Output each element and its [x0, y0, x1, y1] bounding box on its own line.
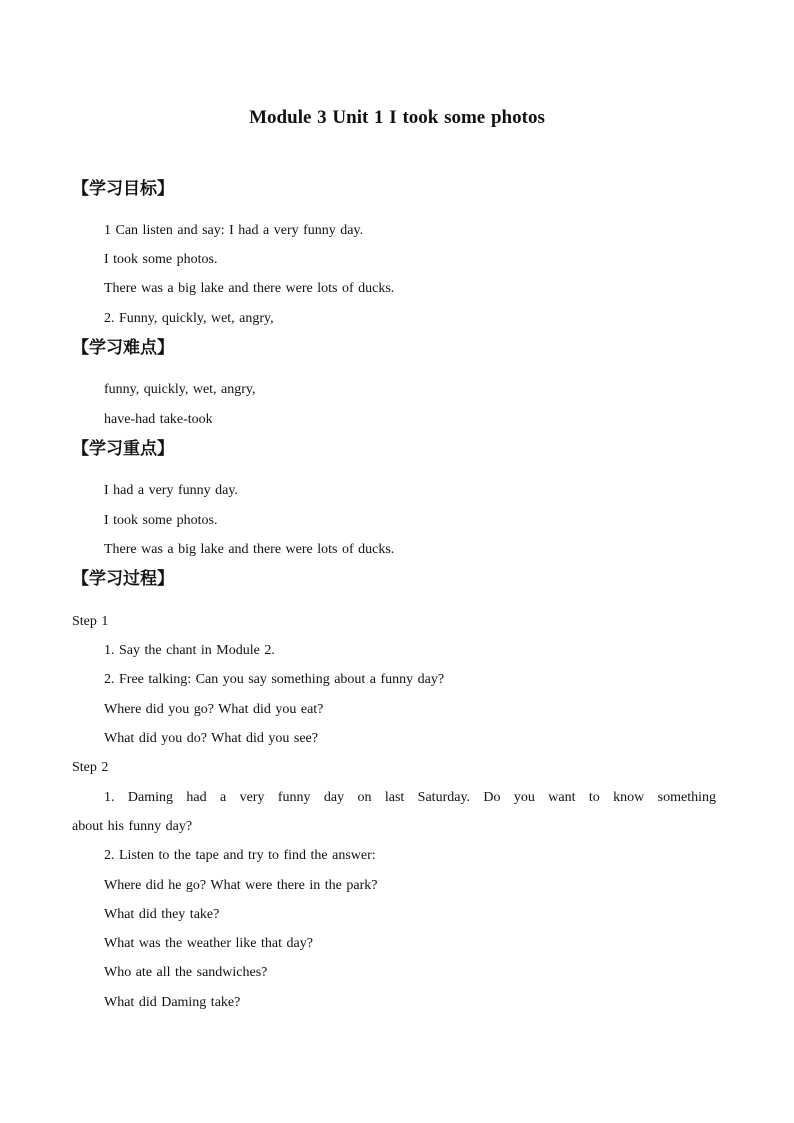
- key-point-line: I had a very funny day.: [104, 483, 238, 498]
- section-heading-key-points: 【学习重点】: [72, 439, 174, 459]
- step-line: Where did you go? What did you eat?: [104, 702, 324, 717]
- step-line: 1. Say the chant in Module 2.: [104, 643, 275, 658]
- objective-line: 2. Funny, quickly, wet, angry,: [104, 311, 274, 326]
- step-line: 2. Listen to the tape and try to find the answer:: [104, 848, 376, 863]
- objective-line: There was a big lake and there were lots of ducks.: [104, 281, 395, 296]
- step-line: Who ate all the sandwiches?: [104, 965, 268, 980]
- step-paragraph-line: 1. Daming had a very funny day on last Saturday. Do you want to know something: [104, 790, 716, 805]
- difficulty-line: funny, quickly, wet, angry,: [104, 382, 256, 397]
- section-heading-process: 【学习过程】: [72, 569, 174, 589]
- objective-line: I took some photos.: [104, 252, 218, 267]
- key-point-line: There was a big lake and there were lots of ducks.: [104, 542, 395, 557]
- step-line: Where did he go? What were there in the park?: [104, 878, 378, 893]
- step-paragraph-line: about his funny day?: [72, 819, 193, 834]
- step-line: What did Daming take?: [104, 995, 241, 1010]
- section-heading-difficulties: 【学习难点】: [72, 338, 174, 358]
- section-heading-objectives: 【学习目标】: [72, 179, 174, 199]
- step-line: What did you do? What did you see?: [104, 731, 318, 746]
- step-label: Step 1: [72, 614, 109, 629]
- step-line: What did they take?: [104, 907, 220, 922]
- step-line: What was the weather like that day?: [104, 936, 313, 951]
- step-label: Step 2: [72, 760, 109, 775]
- objective-line: 1 Can listen and say: I had a very funny day.: [104, 223, 364, 238]
- step-line: 2. Free talking: Can you say something about a funny day?: [104, 672, 445, 687]
- key-point-line: I took some photos.: [104, 513, 218, 528]
- difficulty-line: have-had take-took: [104, 412, 213, 427]
- page-title: Module 3 Unit 1 I took some photos: [249, 107, 545, 128]
